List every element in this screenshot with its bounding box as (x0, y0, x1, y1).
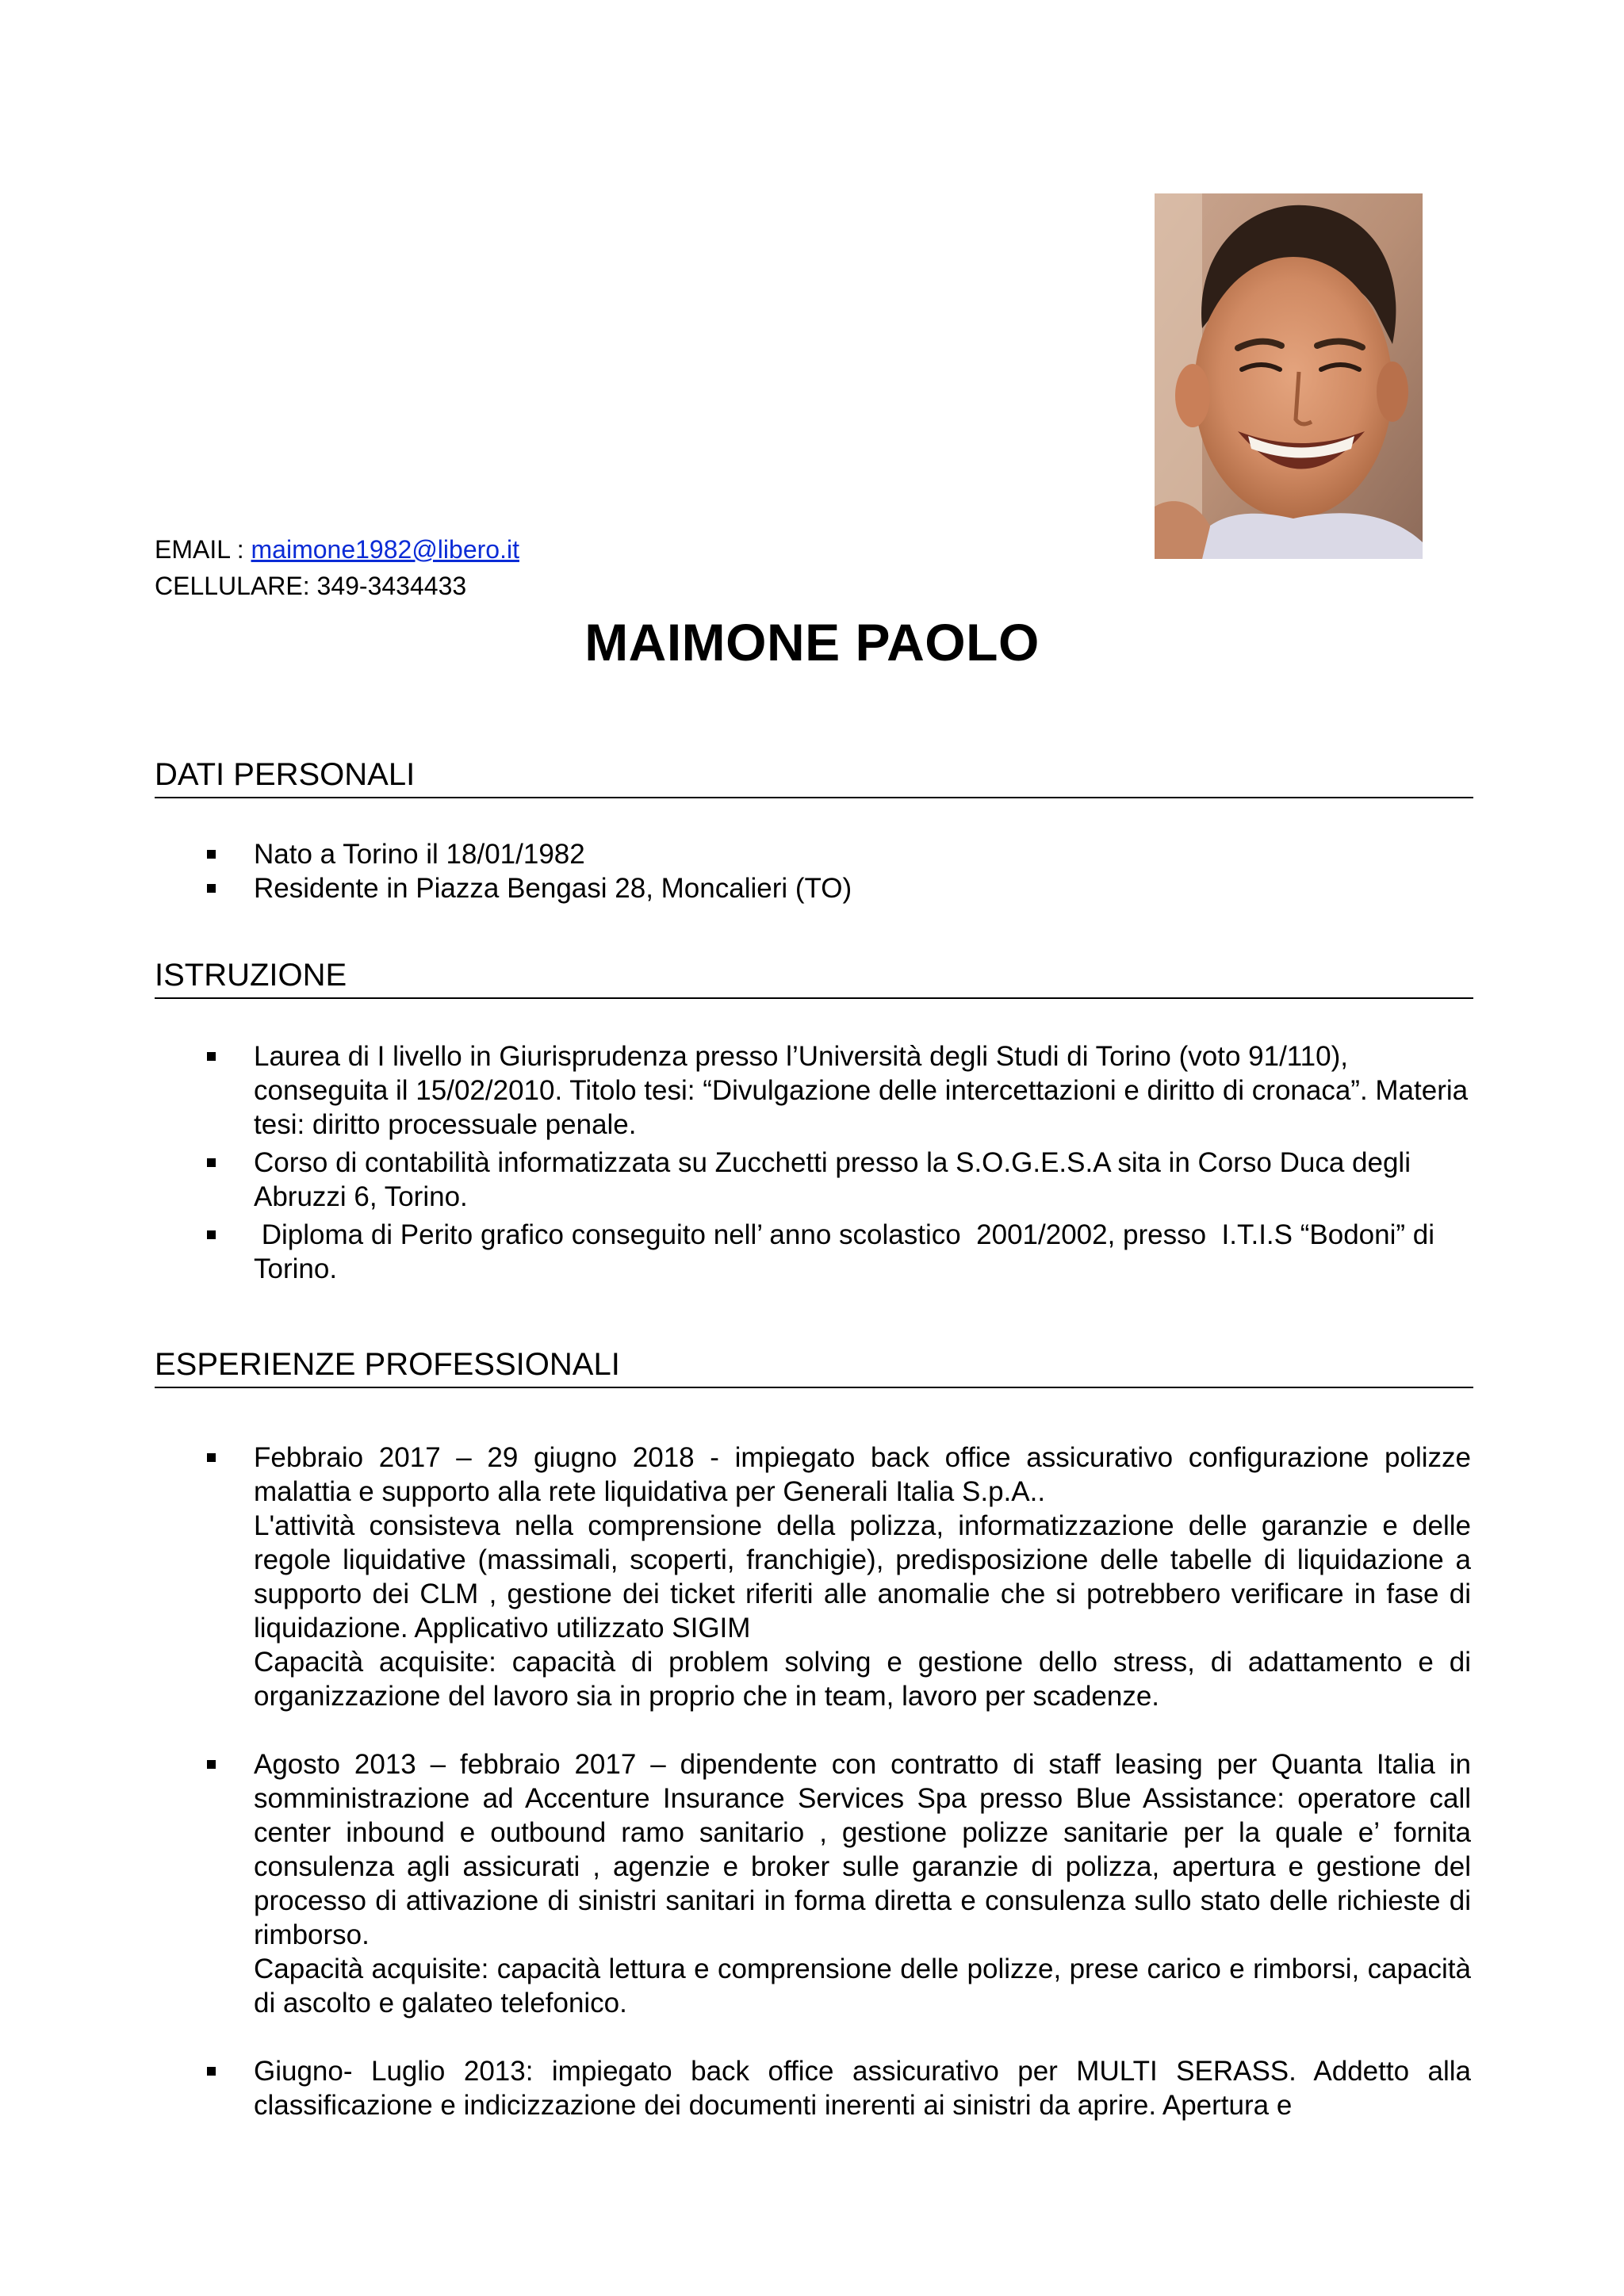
experience-item (202, 1747, 1471, 2020)
experience-list (202, 1441, 1471, 2156)
list-item: Corso di contabilità informatizzata su Zucchetti presso la S.O.G.E.S.A sita in Corso Duca degli Abruzzi 6, Torino. (202, 1146, 1471, 1214)
email-line (155, 534, 519, 564)
experience-item (202, 1441, 1471, 1713)
list-item: Residente in Piazza Bengasi 28, Moncalieri (TO) (202, 871, 1471, 905)
section-title-education (155, 956, 1473, 999)
list-item: Nato a Torino il 18/01/1982 (202, 837, 1471, 871)
phone-line: CELLULARE: 349-3434433 (155, 572, 467, 600)
email-link[interactable]: maimone1982@libero.it (251, 535, 519, 564)
email-label: EMAIL : (155, 535, 251, 564)
education-list (202, 1039, 1471, 1290)
experience-line: Capacità acquisite: capacità lettura e comprensione delle polizze, prese carico e rimborsi, capacità di ascolto e galateo telefonico. (254, 1954, 1471, 2019)
bullet-icon (207, 1158, 216, 1167)
section-title-personal (155, 756, 1473, 798)
experience-line: Capacità acquisite: capacità di problem solving e gestione dello stress, di adattamento e di organizzazione del lavoro sia in proprio che in team, lavoro per scadenze. (254, 1647, 1471, 1712)
bullet-icon (207, 1230, 216, 1239)
section-title-text: ESPERIENZE PROFESSIONALI (155, 1347, 620, 1382)
bullet-icon (207, 884, 216, 893)
personal-list (202, 837, 1471, 905)
portrait-image (1155, 193, 1423, 559)
experience-line: Giugno- Luglio 2013: impiegato back office assicurativo per MULTI SERASS. Addetto alla classificazione e indicizzazione dei documenti inerenti ai sinistri da aprire. Apertura e (254, 2056, 1471, 2121)
bullet-icon (207, 1052, 216, 1061)
experience-line: Agosto 2013 – febbraio 2017 – dipendente con contratto di staff leasing per Quanta Italia in somministrazione ad Accenture Insurance Services Spa presso Blue Assistance: operatore call center inbound e outbound ramo sanitario , gestione polizze sanitarie per la quale e’ fornita consulenza agli assicurati , agenzie e broker sulle garanzie di polizza, apertura e gestione del processo di attivazione di sinistri sanitari in forma diretta e consulenza sullo stato delle richieste di rimborso. (254, 1749, 1471, 1950)
bullet-icon (207, 2067, 216, 2076)
bullet-icon (207, 1760, 216, 1769)
experience-item (202, 2054, 1471, 2122)
bullet-icon (207, 850, 216, 859)
list-item: Diploma di Perito grafico conseguito nell’ anno scolastico 2001/2002, presso I.T.I.S “Bodoni” di Torino. (202, 1218, 1471, 1286)
section-title-text: ISTRUZIONE (155, 958, 347, 993)
experience-line: Febbraio 2017 – 29 giugno 2018 - impiegato back office assicurativo configurazione polizze malattia e supporto alla rete liquidativa per Generali Italia S.p.A.. (254, 1442, 1471, 1507)
profile-photo (1155, 193, 1423, 559)
section-title-experience (155, 1345, 1473, 1388)
bullet-icon (207, 1453, 216, 1462)
experience-line: L'attività consisteva nella comprensione della polizza, informatizzazione delle garanzie e delle regole liquidative (massimali, scoperti, franchigie), predisposizione delle tabelle di liquidazione a supporto dei CLM , gestione dei ticket riferiti alle anomalie che si potrebbero verificare in fase di liquidazione. Applicativo utilizzato SIGIM (254, 1510, 1471, 1644)
candidate-name: MAIMONE PAOLO (584, 613, 1040, 672)
section-title-text: DATI PERSONALI (155, 757, 416, 792)
list-item: Laurea di I livello in Giurisprudenza presso l’Università degli Studi di Torino (voto 91/110), conseguita il 15/02/2010. Titolo tesi: “Divulgazione delle intercettazioni e diritto di cronaca”. Materia tesi: diritto processuale penale. (202, 1039, 1471, 1142)
